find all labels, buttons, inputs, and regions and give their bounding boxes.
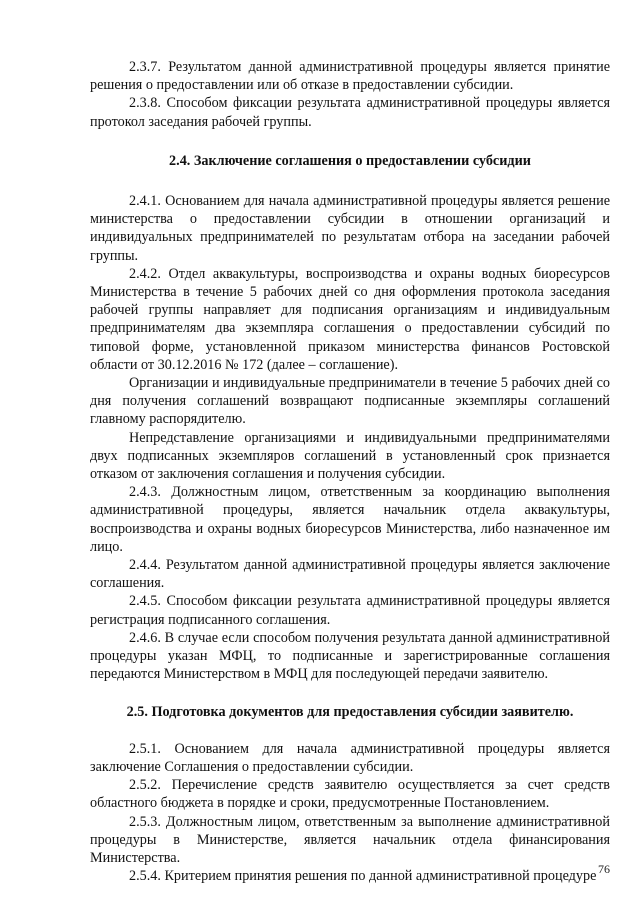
paragraph-2-4-2: 2.4.2. Отдел аквакультуры, воспроизводства и охраны водных биоресурсов Министерства в течение 5 рабочих дней со дня оформления протокола заседания рабочей группы направляет для подписания организациям и индивидуальным предпринимателям два экземпляра соглашения о предоставлении субсидий по типовой форме, установленной приказом министерства финансов Ростовской области от 30.12.2016 № 172 (далее – соглашение). [90, 265, 610, 373]
paragraph-2-5-2: 2.5.2. Перечисление средств заявителю осуществляется за счет средств областного бюджета в порядке и сроки, предусмотренные Постановлением. [90, 777, 610, 812]
paragraph-2-4-1: 2.4.1. Основанием для начала административной процедуры является решение министерства о предоставлении субсидии в отношении организаций и индивидуальных предпринимателей по результатам отбора на заседании рабочей группы. [90, 193, 610, 264]
paragraph-2-4-3: 2.4.3. Должностным лицом, ответственным за координацию выполнения административной процедуры, является начальник отдела аквакультуры, воспроизводства и охраны водных биоресурсов Министерства, либо назначенное им лицо. [90, 484, 610, 555]
paragraph-2-3-7: 2.3.7. Результатом данной административной процедуры является принятие решения о предоставлении или об отказе в предоставлении субсидии. [90, 59, 610, 94]
paragraph-2-5-4: 2.5.4. Критерием принятия решения по данной административной процедуре [129, 868, 597, 885]
document-page [90, 58, 610, 885]
paragraph-2-5-3: 2.5.3. Должностным лицом, ответственным за выполнение административной процедуры в Министерстве, является начальник отдела финансирования Министерства. [90, 813, 610, 866]
section-heading-2-4: 2.4. Заключение соглашения о предоставлении субсидии [169, 152, 531, 169]
paragraph-2-3-8: 2.3.8. Способом фиксации результата административной процедуры является протокол заседания рабочей группы. [90, 95, 610, 130]
paragraph-non-submission: Непредставление организациями и индивидуальными предпринимателями двух подписанных экземпляров соглашений в установленный срок признается отказом от заключения соглашения и получения субсидии. [90, 429, 610, 483]
paragraph-2-4-5: 2.4.5. Способом фиксации результата административной процедуры является регистрация подписанного соглашения. [90, 593, 610, 628]
paragraph-return-agreements: Организации и индивидуальные предприниматели в течение 5 рабочих дней со дня получения соглашений возвращают подписанные экземпляры соглашений главному распорядителю. [90, 375, 610, 428]
section-heading-2-5: 2.5. Подготовка документов для предоставления субсидии заявителю. [126, 703, 574, 720]
page-number: 76 [598, 862, 610, 876]
paragraph-2-4-6: 2.4.6. В случае если способом получения результата данной административной процедуры указан МФЦ, то подписанные и зарегистрированные соглашения передаются Министерством в МФЦ для последующей передачи заявителю. [90, 629, 610, 683]
paragraph-2-5-1: 2.5.1. Основанием для начала административной процедуры является заключение Соглашения о предоставлении субсидии. [90, 740, 610, 775]
paragraph-2-4-4: 2.4.4. Результатом данной административной процедуры является заключение соглашения. [90, 557, 610, 592]
